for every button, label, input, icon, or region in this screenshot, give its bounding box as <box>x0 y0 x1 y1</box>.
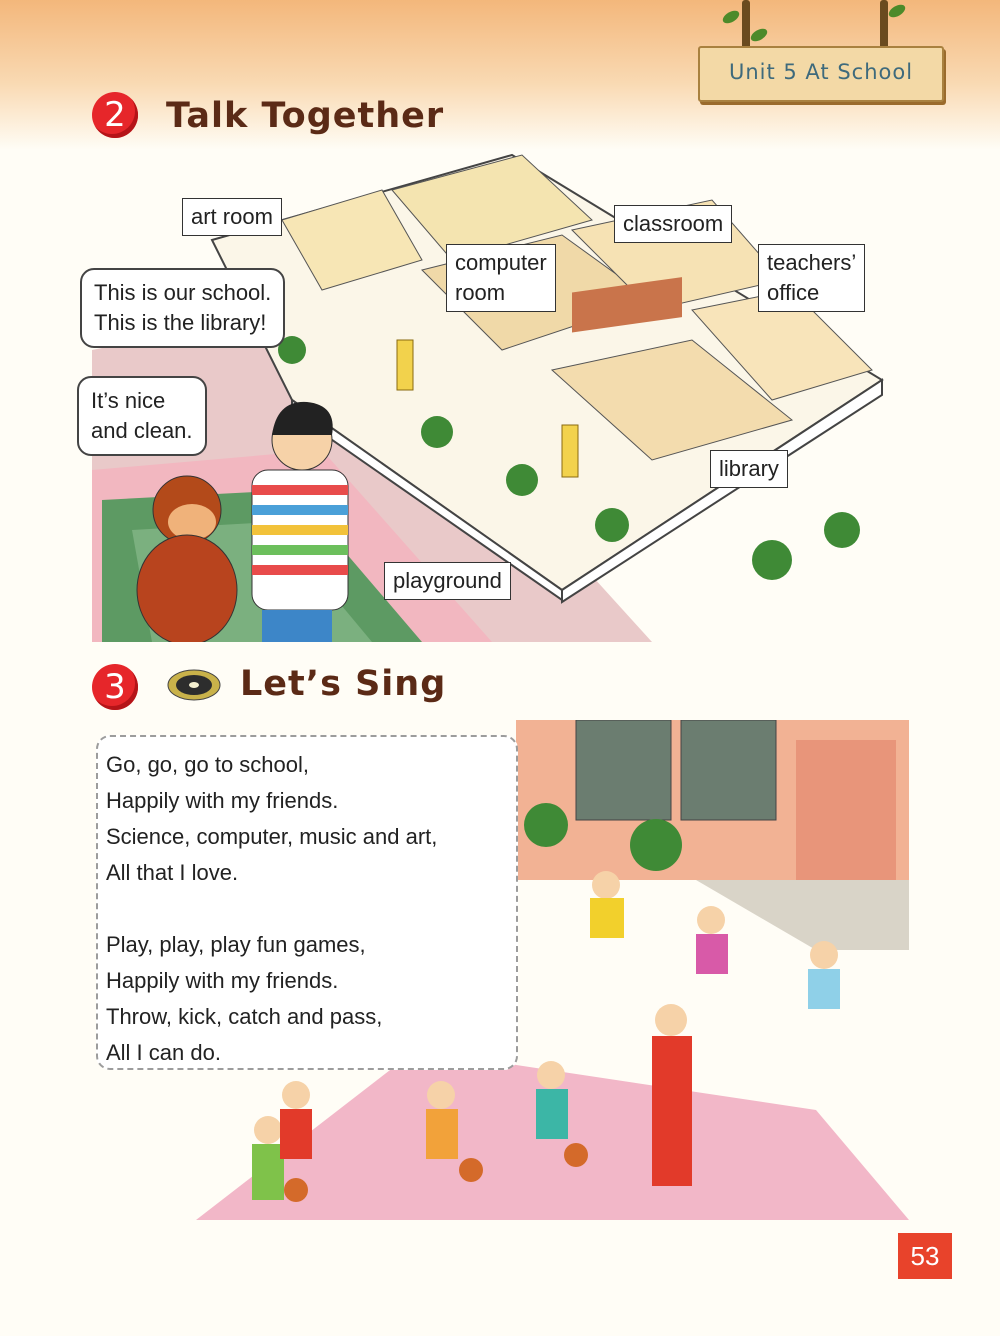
label-computer-room: computer room <box>446 244 556 312</box>
section-number-badge: 2 <box>92 92 138 138</box>
sign-rope <box>742 0 750 50</box>
section-title: Let’s Sing <box>240 664 447 704</box>
lyric-line: Go, go, go to school, <box>106 752 310 777</box>
label-library: library <box>710 450 788 488</box>
page-number: 53 <box>898 1233 952 1279</box>
sign-rope <box>880 0 888 50</box>
lyric-line: Play, play, play fun games, <box>106 932 366 957</box>
speech-bubble-boy: This is our school. This is the library! <box>80 268 285 348</box>
cd-icon <box>166 668 222 702</box>
lyric-line: All I can do. <box>106 1040 221 1065</box>
lyric-line: Throw, kick, catch and pass, <box>106 1004 383 1029</box>
label-playground: playground <box>384 562 511 600</box>
speech-bubble-monkey: It’s nice and clean. <box>77 376 207 456</box>
lyric-line: Happily with my friends. <box>106 968 339 993</box>
label-teachers-office: teachers’ office <box>758 244 865 312</box>
label-classroom: classroom <box>614 205 732 243</box>
unit-label: Unit 5 At School <box>728 60 914 84</box>
lyric-line: All that I love. <box>106 860 239 885</box>
section-number-badge: 3 <box>92 664 138 710</box>
verse-gap <box>106 891 516 927</box>
section-title: Talk Together <box>166 96 445 136</box>
lyric-line: Science, computer, music and art, <box>106 824 438 849</box>
lyric-line: Happily with my friends. <box>106 788 339 813</box>
unit-sign <box>698 46 944 102</box>
label-art-room: art room <box>182 198 282 236</box>
song-lyrics-box <box>96 735 518 1070</box>
